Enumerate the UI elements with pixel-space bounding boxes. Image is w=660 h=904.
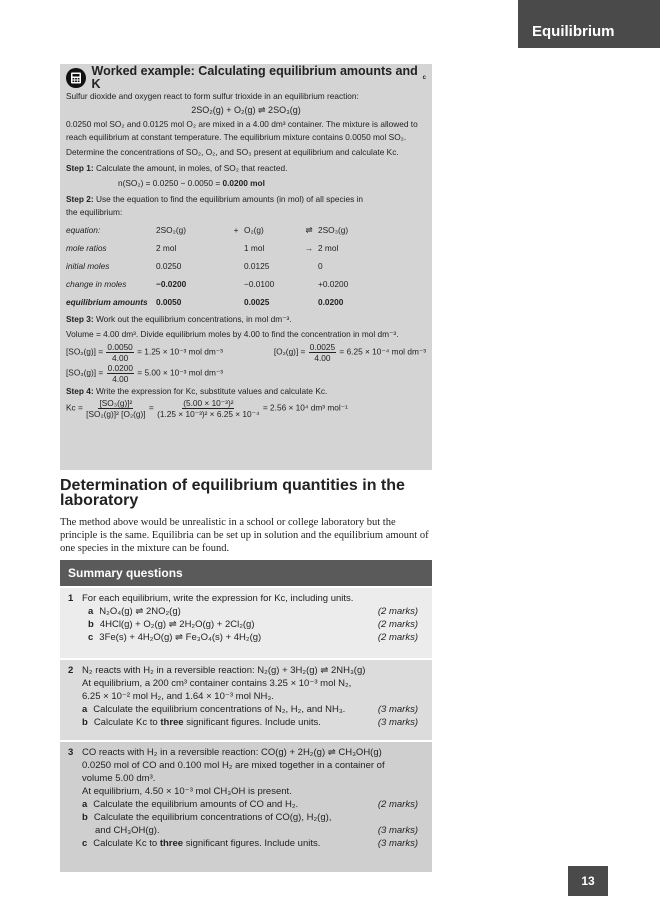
part-letter: b [88, 619, 94, 630]
conc-so3-result: = 5.00 × 10⁻³ mol dm⁻³ [137, 367, 224, 378]
problem-line-2: reach equilibrium at constant temperature. The equilibrium mixture contains 0.0050 mol SO₂. [66, 132, 407, 142]
kc-lhs: Kc = [66, 402, 83, 413]
question-1 [60, 588, 432, 658]
part-text: 3Fe(s) + 4H₂O(g) ⇌ Fe₃O₄(s) + 4H₂(g) [99, 632, 262, 643]
question-3c [82, 837, 418, 850]
part-letter: c [82, 838, 88, 849]
step-1-calc: n(SO₂) = 0.0250 − 0.0050 = [118, 178, 223, 188]
concentration-row [66, 342, 426, 363]
cell-so2: 2 mol [156, 242, 177, 253]
part-letter: a [88, 606, 94, 617]
conc-o2 [274, 342, 426, 363]
conc-o2-lhs: [O₂(g)] = [273, 346, 306, 357]
volume-line: Volume = 4.00 dm³. Divide equilibrium moles by 4.00 to find the concentration in mol dm⁻³. [66, 329, 399, 339]
conc-so3-lhs: [SO₃(g)] = [66, 367, 104, 378]
moles-table [66, 221, 426, 311]
part-marks: (2 marks) [377, 606, 418, 617]
part-text: N₂O₄(g) ⇌ 2NO₂(g) [99, 606, 181, 617]
conc-o2-result: = 6.25 × 10⁻⁴ mol dm⁻³ [339, 346, 426, 357]
table-row [66, 275, 426, 293]
part-text-cont: and CH₃OH(g). [95, 825, 160, 836]
denominator: 4.00 [112, 353, 129, 363]
table-row [66, 293, 426, 311]
step-2-label: Step 2: [66, 194, 94, 204]
question-2-line-2: At equilibrium, a 200 cm³ container contains 3.25 × 10⁻³ mol N₂, [82, 678, 352, 689]
cell-so3: 2 mol [318, 242, 339, 253]
numerator: 0.0025 [309, 342, 336, 352]
chapter-tab: Equilibrium [518, 0, 660, 48]
question-3-line-3: volume 5.00 dm³. [82, 773, 156, 784]
row-label: equilibrium amounts [66, 296, 148, 307]
question-3 [60, 742, 432, 872]
part-letter: a [82, 799, 88, 810]
cell-o2: 0.0125 [244, 260, 270, 271]
denominator: (1.25 × 10⁻³)² × 6.25 × 10⁻⁴ [157, 409, 260, 419]
part-letter: a [82, 704, 88, 715]
kc-expression [86, 398, 145, 419]
cell-o2: O₂(g) [244, 224, 264, 235]
question-3-line-2: 0.0250 mol of CO and 0.100 mol H₂ are mixed together in a container of [82, 760, 385, 771]
part-marks: (3 marks) [377, 825, 418, 836]
conc-so3-fraction [107, 363, 134, 384]
part-text-end: significant figures. Include units. [183, 717, 321, 728]
part-text: Calculate the equilibrium concentrations of N₂, H₂, and NH₃. [93, 704, 346, 715]
step-4 [66, 385, 426, 398]
row-label: change in moles [66, 278, 127, 289]
step-1-calculation [66, 177, 426, 190]
table-row [66, 239, 426, 257]
conc-so2 [66, 342, 223, 363]
question-1-stem: For each equilibrium, write the expression for Kc, including units. [82, 593, 354, 604]
numerator: [SO₃(g)]² [99, 398, 133, 408]
part-text: Calculate Kc to [93, 717, 161, 728]
conc-so3 [66, 363, 426, 384]
question-1c [82, 631, 418, 644]
cell-so2: 0.0250 [156, 260, 182, 271]
kc-equals: = [148, 402, 154, 413]
row-label: mole ratios [66, 242, 107, 253]
part-text-bold: three [160, 717, 184, 728]
part-marks: (2 marks) [377, 799, 418, 810]
part-marks: (2 marks) [377, 632, 418, 643]
section-paragraph: The method above would be unrealistic in a school or college laboratory but the principle is the same. Equilibria can be set up in solution and the equilibrium amount of one species in the mixture can be found. [60, 517, 429, 554]
step-2-text-cont: the equilibrium: [66, 207, 123, 217]
worked-example-box [60, 64, 432, 470]
kc-result: = 2.56 × 10⁴ dm³ mol⁻¹ [262, 402, 348, 413]
question-number: 2 [68, 665, 74, 676]
cell-o2: 0.0025 [244, 296, 270, 307]
table-row [66, 221, 426, 239]
question-number: 3 [68, 747, 74, 758]
reaction-equation: 2SO₂(g) + O₂(g) ⇌ 2SO₃(g) [191, 105, 301, 115]
part-letter: b [82, 812, 88, 823]
row-label: equation: [66, 224, 101, 235]
part-text: Calculate the equilibrium amounts of CO and H₂. [93, 799, 299, 810]
question-3-line-4: At equilibrium, 4.50 × 10⁻³ mol CH₃OH is present. [82, 786, 292, 797]
problem-line-3: Determine the concentrations of SO₂, O₂, and SO₃ present at equilibrium and calculate Kc. [66, 147, 399, 157]
step-2 [66, 193, 426, 206]
question-2-line-3: 6.25 × 10⁻² mol H₂, and 1.64 × 10⁻³ mol NH₃. [82, 691, 274, 702]
section-heading: Determination of equilibrium quantities in the laboratory [60, 477, 405, 509]
cell-so3: 0.0200 [318, 296, 344, 307]
question-2-line-1: N₂ reacts with H₂ in a reversible reaction: N₂(g) + 3H₂(g) ⇌ 2NH₃(g) [82, 665, 366, 676]
cell-so2: −0.0200 [156, 278, 187, 289]
question-3-line-1: CO reacts with H₂ in a reversible reaction: CO(g) + 2H₂(g) ⇌ CH₃OH(g) [82, 747, 382, 758]
numerator: 0.0200 [107, 363, 133, 373]
part-text: 4HCl(g) + O₂(g) ⇌ 2H₂O(g) + 2Cl₂(g) [99, 619, 255, 630]
cell-op2: ⇌ [305, 224, 313, 235]
step-4-text: Write the expression for Kc, substitute values and calculate Kc. [95, 386, 328, 396]
part-text-end: significant figures. Include units. [183, 838, 321, 849]
step-1-text: Calculate the amount, in moles, of SO₂ that reacted. [95, 163, 288, 173]
numerator: 0.0050 [107, 342, 133, 352]
cell-so2: 2SO₂(g) [156, 224, 186, 235]
step-1-label: Step 1: [66, 163, 94, 173]
kc-calculation [66, 398, 426, 419]
kc-substitution [157, 398, 260, 419]
denominator: 4.00 [112, 374, 129, 384]
conc-so2-lhs: [SO₂(g)] = [66, 346, 104, 357]
part-text-bold: three [159, 838, 184, 849]
worked-example-title-text: Worked example: Calculating equilibrium amounts and K [91, 64, 418, 91]
part-letter: c [88, 632, 94, 643]
denominator: 4.00 [314, 353, 331, 363]
summary-questions-header: Summary questions [60, 560, 432, 586]
cell-op2: → [304, 242, 314, 253]
denominator: [SO₂(g)]² [O₂(g)] [86, 409, 146, 419]
cell-op1: + [233, 224, 239, 235]
numerator: (5.00 × 10⁻³)² [183, 398, 234, 408]
part-marks: (2 marks) [377, 619, 418, 630]
worked-example-title [66, 64, 426, 91]
worked-example-title-subscript: c [422, 74, 426, 81]
calculator-icon [66, 68, 86, 88]
cell-so3: 0 [318, 260, 323, 271]
part-text: Calculate Kc to [93, 838, 160, 849]
part-text: Calculate the equilibrium concentrations of CO(g), H₂(g), [93, 812, 332, 823]
part-marks: (3 marks) [377, 838, 418, 849]
question-2a [82, 703, 418, 716]
step-1-result: 0.0200 mol [222, 178, 265, 188]
part-letter: b [82, 717, 88, 728]
table-row [66, 257, 426, 275]
cell-o2: 1 mol [244, 242, 265, 253]
step-3-label: Step 3: [66, 314, 94, 324]
part-marks: (3 marks) [377, 704, 418, 715]
page-number: 13 [568, 866, 608, 896]
question-2 [60, 660, 432, 740]
question-3b [82, 811, 418, 824]
intro-text: Sulfur dioxide and oxygen react to form sulfur trioxide in an equilibrium reaction: [66, 91, 359, 101]
problem-line-1: 0.0250 mol SO₂ and 0.0125 mol O₂ are mixed in a 4.00 dm³ container. The mixture is allowed to [66, 119, 418, 129]
question-1b [82, 618, 418, 631]
step-1 [66, 162, 426, 175]
cell-so2: 0.0050 [156, 296, 182, 307]
question-2b [82, 716, 418, 729]
cell-so3: 2SO₃(g) [318, 224, 349, 235]
step-2-text: Use the equation to find the equilibrium amounts (in mol) of all species in [95, 194, 364, 204]
question-number: 1 [68, 593, 74, 604]
step-4-label: Step 4: [66, 386, 94, 396]
question-3b-cont [82, 824, 418, 837]
step-3-text: Work out the equilibrium concentrations, in mol dm⁻³. [95, 314, 292, 324]
conc-so2-fraction [106, 342, 133, 363]
conc-o2-fraction [309, 342, 336, 363]
row-label: initial moles [66, 260, 110, 271]
question-3a [82, 798, 418, 811]
cell-so3: +0.0200 [318, 278, 349, 289]
question-1a [82, 605, 418, 618]
conc-so2-result: = 1.25 × 10⁻³ mol dm⁻³ [137, 346, 223, 357]
cell-o2: −0.0100 [244, 278, 275, 289]
step-3 [66, 313, 426, 326]
part-marks: (3 marks) [377, 717, 418, 728]
